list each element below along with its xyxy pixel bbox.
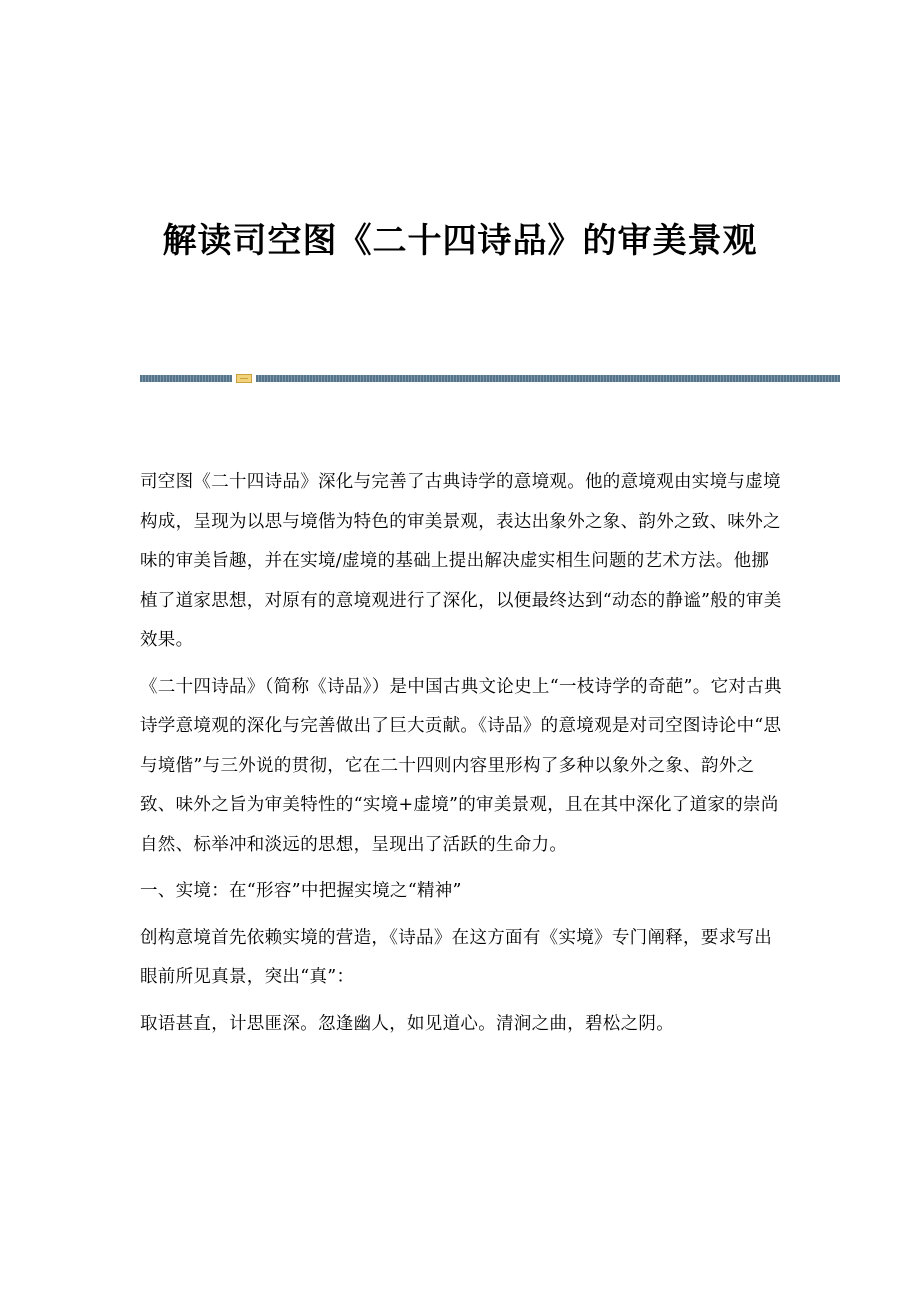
divider-ornament-icon [236,374,252,383]
paragraph-abstract: 司空图《二十四诗品》深化与完善了古典诗学的意境观。他的意境观由实境与虚境构成，呈现为以思与境偕为特色的审美景观，表达出象外之象、韵外之致、味外之味的审美旨趣，并在实境/虚境的基础上提出解决虚实相生问题的艺术方法。他挪植了道家思想，对原有的意境观进行了深化，以便最终达到“动态的静谧”般的审美效果。 [140,472,782,650]
paragraph-section-body: 创构意境首先依赖实境的营造，《诗品》在这方面有《实境》专门阐释，要求写出眼前所见真景，突出“真”： [140,927,773,987]
page-title: 解读司空图《二十四诗品》的审美景观 [162,221,758,261]
divider-bar-right [256,375,840,382]
section-heading: 一、实境：在“形容”中把握实境之“精神” [140,881,462,901]
paragraph-intro: 《二十四诗品》（简称《诗品》）是中国古典文论史上“一枝诗学的奇葩”。它对古典诗学意境观的深化与完善做出了巨大贡献。《诗品》的意境观是对司空图诗论中“思与境偕”与三外说的贯彻，它在二十四则内容里形构了多种以象外之象、韵外之致、味外之旨为审美特性的“实境+虚境”的审美景观，且在其中深化了道家的崇尚自然、标举冲和淡远的思想，呈现出了活跃的生命力。 [140,676,782,855]
title-divider [140,374,840,383]
divider-bar-left [140,375,232,382]
paragraph-quotation: 取语甚直，计思匪深。忽逢幽人，如见道心。清涧之曲，碧松之阴。 [140,1013,674,1034]
document-body [140,463,782,1051]
